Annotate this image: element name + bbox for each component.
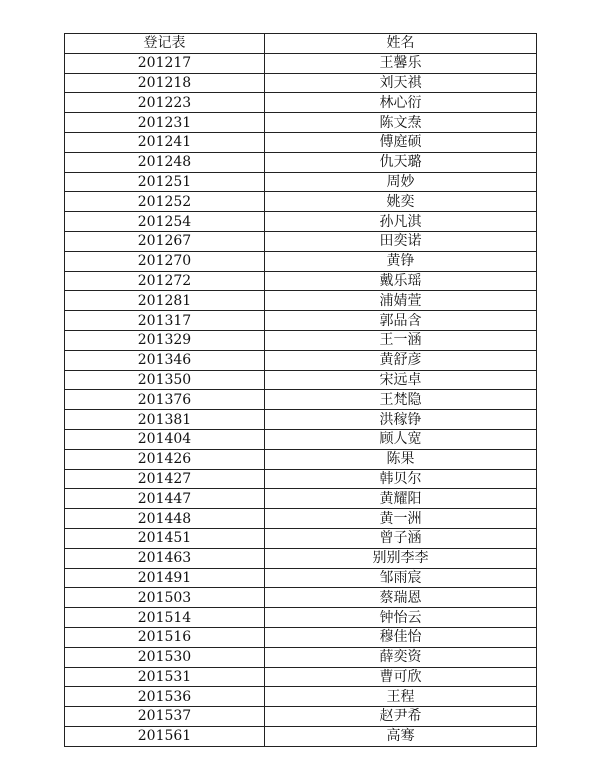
table-row xyxy=(65,350,537,370)
register-number-cell: 201447 xyxy=(65,489,265,509)
register-number-cell: 201426 xyxy=(65,449,265,469)
name-cell: 周妙 xyxy=(265,172,537,192)
name-cell: 林心衍 xyxy=(265,93,537,113)
register-number-cell: 201329 xyxy=(65,330,265,350)
table-row xyxy=(65,192,537,212)
name-cell: 王一涵 xyxy=(265,330,537,350)
register-number-cell: 201381 xyxy=(65,410,265,430)
register-number-cell: 201267 xyxy=(65,231,265,251)
name-cell: 孙凡淇 xyxy=(265,212,537,232)
name-cell: 陈文焘 xyxy=(265,113,537,133)
table-row xyxy=(65,647,537,667)
name-cell: 钟怡云 xyxy=(265,608,537,628)
name-cell: 王程 xyxy=(265,687,537,707)
table-row xyxy=(65,251,537,271)
register-number-cell: 201427 xyxy=(65,469,265,489)
register-number-cell: 201561 xyxy=(65,726,265,746)
register-number-cell: 201231 xyxy=(65,113,265,133)
register-number-cell: 201248 xyxy=(65,152,265,172)
table-row xyxy=(65,588,537,608)
table-row xyxy=(65,93,537,113)
table-row xyxy=(65,568,537,588)
table-row xyxy=(65,132,537,152)
name-cell: 浦婧萱 xyxy=(265,291,537,311)
register-number-cell: 201254 xyxy=(65,212,265,232)
table-row xyxy=(65,627,537,647)
table-row xyxy=(65,608,537,628)
register-number-cell: 201281 xyxy=(65,291,265,311)
name-cell: 穆佳怡 xyxy=(265,627,537,647)
name-cell: 黄铮 xyxy=(265,251,537,271)
table-row xyxy=(65,370,537,390)
table-row xyxy=(65,509,537,529)
table-row xyxy=(65,489,537,509)
register-number-cell: 201404 xyxy=(65,429,265,449)
name-cell: 顾人宽 xyxy=(265,429,537,449)
table-row xyxy=(65,429,537,449)
register-number-cell: 201448 xyxy=(65,509,265,529)
register-number-cell: 201350 xyxy=(65,370,265,390)
name-cell: 洪稼铮 xyxy=(265,410,537,430)
name-cell: 刘天祺 xyxy=(265,73,537,93)
name-cell: 王梵隐 xyxy=(265,390,537,410)
table-row xyxy=(65,231,537,251)
register-number-cell: 201516 xyxy=(65,627,265,647)
register-number-cell: 201503 xyxy=(65,588,265,608)
register-number-cell: 201537 xyxy=(65,707,265,727)
table-row xyxy=(65,726,537,746)
name-cell: 黄舒彦 xyxy=(265,350,537,370)
name-cell: 傅庭硕 xyxy=(265,132,537,152)
table-row xyxy=(65,548,537,568)
header-name: 姓名 xyxy=(265,34,537,54)
register-number-cell: 201376 xyxy=(65,390,265,410)
register-number-cell: 201241 xyxy=(65,132,265,152)
name-cell: 赵尹希 xyxy=(265,707,537,727)
name-cell: 黄耀阳 xyxy=(265,489,537,509)
table-row xyxy=(65,53,537,73)
name-cell: 姚奕 xyxy=(265,192,537,212)
register-number-cell: 201531 xyxy=(65,667,265,687)
name-cell: 邹雨宸 xyxy=(265,568,537,588)
table-row xyxy=(65,707,537,727)
table-row xyxy=(65,311,537,331)
name-cell: 曹可欣 xyxy=(265,667,537,687)
header-row xyxy=(65,34,537,54)
register-number-cell: 201536 xyxy=(65,687,265,707)
register-number-cell: 201317 xyxy=(65,311,265,331)
registration-sheet xyxy=(64,33,536,747)
table-row xyxy=(65,390,537,410)
name-cell: 高骞 xyxy=(265,726,537,746)
table-row xyxy=(65,73,537,93)
name-cell: 薛奕资 xyxy=(265,647,537,667)
table-row xyxy=(65,212,537,232)
name-cell: 黄一洲 xyxy=(265,509,537,529)
table-row xyxy=(65,410,537,430)
name-cell: 仇天璐 xyxy=(265,152,537,172)
table-row xyxy=(65,330,537,350)
register-number-cell: 201491 xyxy=(65,568,265,588)
table-row xyxy=(65,449,537,469)
registration-table xyxy=(64,33,537,747)
name-cell: 别别李李 xyxy=(265,548,537,568)
name-cell: 田奕诺 xyxy=(265,231,537,251)
register-number-cell: 201514 xyxy=(65,608,265,628)
register-number-cell: 201530 xyxy=(65,647,265,667)
name-cell: 曾子涵 xyxy=(265,528,537,548)
register-number-cell: 201272 xyxy=(65,271,265,291)
name-cell: 蔡瑞恩 xyxy=(265,588,537,608)
table-row xyxy=(65,667,537,687)
register-number-cell: 201270 xyxy=(65,251,265,271)
name-cell: 王馨乐 xyxy=(265,53,537,73)
table-row xyxy=(65,271,537,291)
table-row xyxy=(65,528,537,548)
table-body xyxy=(65,53,537,746)
register-number-cell: 201223 xyxy=(65,93,265,113)
register-number-cell: 201346 xyxy=(65,350,265,370)
name-cell: 宋远卓 xyxy=(265,370,537,390)
header-register: 登记表 xyxy=(65,34,265,54)
table-row xyxy=(65,687,537,707)
register-number-cell: 201252 xyxy=(65,192,265,212)
name-cell: 陈果 xyxy=(265,449,537,469)
table-row xyxy=(65,172,537,192)
name-cell: 郭品含 xyxy=(265,311,537,331)
name-cell: 戴乐瑶 xyxy=(265,271,537,291)
name-cell: 韩贝尔 xyxy=(265,469,537,489)
register-number-cell: 201218 xyxy=(65,73,265,93)
table-row xyxy=(65,152,537,172)
register-number-cell: 201217 xyxy=(65,53,265,73)
table-row xyxy=(65,113,537,133)
register-number-cell: 201251 xyxy=(65,172,265,192)
register-number-cell: 201451 xyxy=(65,528,265,548)
table-row xyxy=(65,291,537,311)
register-number-cell: 201463 xyxy=(65,548,265,568)
table-row xyxy=(65,469,537,489)
